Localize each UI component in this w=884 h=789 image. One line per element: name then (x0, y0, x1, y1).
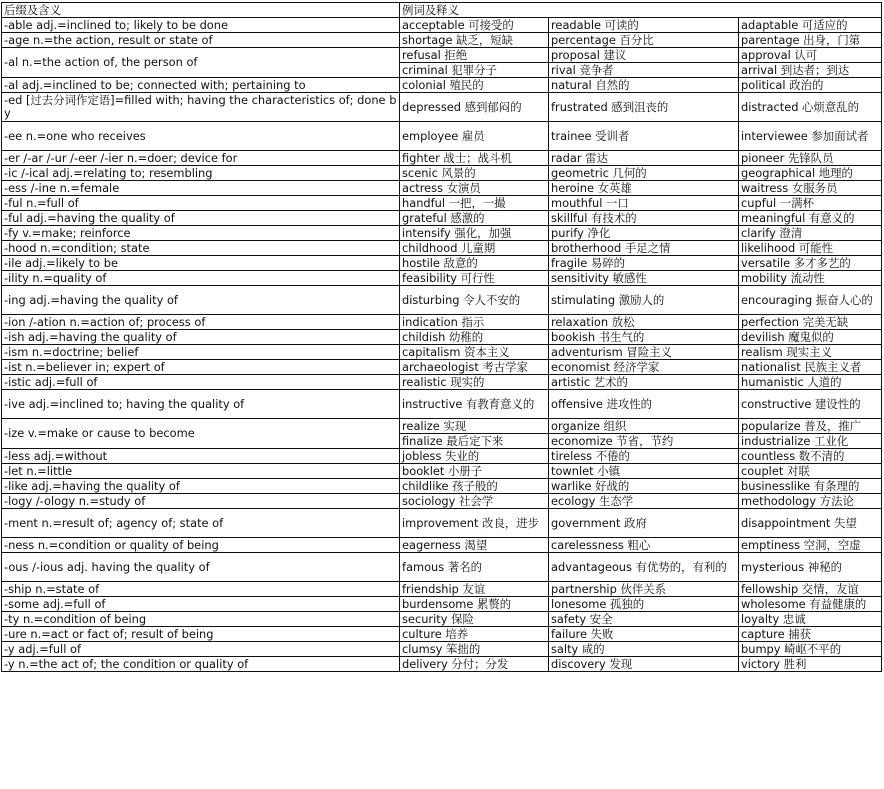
example-cell: fighter 战士；战斗机 (400, 151, 549, 166)
suffix-cell: -ee n.=one who receives (2, 122, 400, 151)
example-cell: realism 现实主义 (739, 345, 882, 360)
suffix-cell: -er /-ar /-ur /-eer /-ier n.=doer; device for (2, 151, 400, 166)
suffix-cell: -ive adj.=inclined to; having the quality of (2, 390, 400, 419)
table-row (2, 538, 882, 553)
example-cell: heroine 女英雄 (549, 181, 739, 196)
example-cell: improvement 改良，进步 (400, 509, 549, 538)
example-cell: salty 咸的 (549, 642, 739, 657)
example-cell: failure 失败 (549, 627, 739, 642)
example-cell: methodology 方法论 (739, 494, 882, 509)
example-cell: capture 捕获 (739, 627, 882, 642)
table-row (2, 642, 882, 657)
example-cell: finalize 最后定下来 (400, 434, 549, 449)
example-cell: natural 自然的 (549, 78, 739, 93)
suffix-cell: -ment n.=result of; agency of; state of (2, 509, 400, 538)
example-cell: fragile 易碎的 (549, 256, 739, 271)
example-cell: encouraging 振奋人心的 (739, 286, 882, 315)
example-cell: scenic 风景的 (400, 166, 549, 181)
suffix-cell: -ize v.=make or cause to become (2, 419, 400, 449)
example-cell: childish 幼稚的 (400, 330, 549, 345)
table-row (2, 181, 882, 196)
example-cell: purify 净化 (549, 226, 739, 241)
suffix-cell: -istic adj.=full of (2, 375, 400, 390)
example-cell: famous 著名的 (400, 553, 549, 582)
example-cell: arrival 到达者；到达 (739, 63, 882, 78)
table-row (2, 286, 882, 315)
example-cell: adventurism 冒险主义 (549, 345, 739, 360)
example-cell: mouthful 一口 (549, 196, 739, 211)
suffix-cell: -y n.=the act of; the condition or quality of (2, 657, 400, 672)
example-cell: lonesome 孤独的 (549, 597, 739, 612)
example-cell: organize 组织 (549, 419, 739, 434)
example-cell: economize 节省，节约 (549, 434, 739, 449)
example-cell: sensitivity 敏感性 (549, 271, 739, 286)
suffix-table (1, 2, 882, 672)
example-cell: interviewee 参加面试者 (739, 122, 882, 151)
example-cell: popularize 普及，推广 (739, 419, 882, 434)
table-row (2, 627, 882, 642)
suffix-cell: -ous /-ious adj. having the quality of (2, 553, 400, 582)
example-cell: wholesome 有益健康的 (739, 597, 882, 612)
example-cell: childhood 儿童期 (400, 241, 549, 256)
example-cell: stimulating 激励人的 (549, 286, 739, 315)
suffix-cell: -hood n.=condition; state (2, 241, 400, 256)
example-cell: distracted 心烦意乱的 (739, 93, 882, 122)
example-cell: rival 竞争者 (549, 63, 739, 78)
example-cell: grateful 感激的 (400, 211, 549, 226)
example-cell: townlet 小镇 (549, 464, 739, 479)
suffix-cell: -fy v.=make; reinforce (2, 226, 400, 241)
example-cell: culture 培养 (400, 627, 549, 642)
example-cell: geographical 地理的 (739, 166, 882, 181)
example-cell: loyalty 忠诚 (739, 612, 882, 627)
example-cell: delivery 分付；分发 (400, 657, 549, 672)
example-cell: disappointment 失望 (739, 509, 882, 538)
suffix-cell: -let n.=little (2, 464, 400, 479)
table-row (2, 494, 882, 509)
example-cell: radar 雷达 (549, 151, 739, 166)
example-cell: approval 认可 (739, 48, 882, 63)
suffix-cell: -ish adj.=having the quality of (2, 330, 400, 345)
example-cell: bumpy 崎岖不平的 (739, 642, 882, 657)
suffix-cell: -less adj.=without (2, 449, 400, 464)
table-row (2, 553, 882, 582)
example-cell: clumsy 笨拙的 (400, 642, 549, 657)
example-cell: jobless 失业的 (400, 449, 549, 464)
example-cell: indication 指示 (400, 315, 549, 330)
suffix-cell: -some adj.=full of (2, 597, 400, 612)
example-cell: constructive 建设性的 (739, 390, 882, 419)
table-row (2, 419, 882, 434)
example-cell: geometric 几何的 (549, 166, 739, 181)
suffix-cell: -ness n.=condition or quality of being (2, 538, 400, 553)
example-cell: devilish 魔鬼似的 (739, 330, 882, 345)
suffix-cell: -able adj.=inclined to; likely to be done (2, 18, 400, 33)
table-row (2, 449, 882, 464)
example-cell: tireless 不倦的 (549, 449, 739, 464)
example-cell: capitalism 资本主义 (400, 345, 549, 360)
example-cell: versatile 多才多艺的 (739, 256, 882, 271)
example-cell: refusal 拒绝 (400, 48, 549, 63)
example-cell: countless 数不清的 (739, 449, 882, 464)
suffix-cell: -al adj.=inclined to be; connected with; pertaining to (2, 78, 400, 93)
table-row (2, 612, 882, 627)
example-cell: mobility 流动性 (739, 271, 882, 286)
example-cell: clarify 澄清 (739, 226, 882, 241)
table-row (2, 390, 882, 419)
example-cell: carelessness 粗心 (549, 538, 739, 553)
example-cell: relaxation 放松 (549, 315, 739, 330)
table-row (2, 582, 882, 597)
table-row (2, 33, 882, 48)
table-row (2, 211, 882, 226)
example-cell: government 政府 (549, 509, 739, 538)
table-row (2, 479, 882, 494)
suffix-cell: -ic /-ical adj.=relating to; resembling (2, 166, 400, 181)
example-cell: archaeologist 考古学家 (400, 360, 549, 375)
example-cell: disturbing 令人不安的 (400, 286, 549, 315)
suffix-cell: -ion /-ation n.=action of; process of (2, 315, 400, 330)
example-cell: economist 经济学家 (549, 360, 739, 375)
suffix-cell: -ship n.=state of (2, 582, 400, 597)
example-cell: ecology 生态学 (549, 494, 739, 509)
suffix-cell: -ful n.=full of (2, 196, 400, 211)
table-row (2, 122, 882, 151)
suffix-cell: -ed [过去分词作定语]=filled with; having the characteristics of; done by (2, 93, 400, 122)
suffix-cell: -ing adj.=having the quality of (2, 286, 400, 315)
example-cell: colonial 殖民的 (400, 78, 549, 93)
example-cell: hostile 敌意的 (400, 256, 549, 271)
suffix-cell: -ful adj.=having the quality of (2, 211, 400, 226)
example-cell: pioneer 先锋队员 (739, 151, 882, 166)
example-cell: realize 实现 (400, 419, 549, 434)
example-cell: industrialize 工业化 (739, 434, 882, 449)
table-row (2, 241, 882, 256)
example-cell: couplet 对联 (739, 464, 882, 479)
example-cell: childlike 孩子般的 (400, 479, 549, 494)
example-cell: depressed 感到郁闷的 (400, 93, 549, 122)
suffix-cell: -ist n.=believer in; expert of (2, 360, 400, 375)
suffix-cell: -ure n.=act or fact of; result of being (2, 627, 400, 642)
table-row (2, 315, 882, 330)
suffix-cell: -al n.=the action of, the person of (2, 48, 400, 78)
example-cell: waitress 女服务员 (739, 181, 882, 196)
table-row (2, 597, 882, 612)
table-row (2, 271, 882, 286)
example-cell: artistic 艺术的 (549, 375, 739, 390)
header-examples: 例词及释义 (400, 3, 882, 18)
table-row (2, 93, 882, 122)
example-cell: meaningful 有意义的 (739, 211, 882, 226)
example-cell: handful 一把，一撮 (400, 196, 549, 211)
example-cell: skillful 有技术的 (549, 211, 739, 226)
table-row (2, 256, 882, 271)
example-cell: safety 安全 (549, 612, 739, 627)
example-cell: fellowship 交情，友谊 (739, 582, 882, 597)
header-row (2, 3, 882, 18)
example-cell: booklet 小册子 (400, 464, 549, 479)
table-row (2, 375, 882, 390)
example-cell: likelihood 可能性 (739, 241, 882, 256)
suffix-cell: -ty n.=condition of being (2, 612, 400, 627)
example-cell: shortage 缺乏，短缺 (400, 33, 549, 48)
example-cell: bookish 书生气的 (549, 330, 739, 345)
table-row (2, 509, 882, 538)
example-cell: burdensome 累赘的 (400, 597, 549, 612)
table-row (2, 78, 882, 93)
example-cell: brotherhood 手足之情 (549, 241, 739, 256)
example-cell: acceptable 可接受的 (400, 18, 549, 33)
example-cell: nationalist 民族主义者 (739, 360, 882, 375)
example-cell: perfection 完美无缺 (739, 315, 882, 330)
example-cell: criminal 犯罪分子 (400, 63, 549, 78)
example-cell: employee 雇员 (400, 122, 549, 151)
table-row (2, 226, 882, 241)
table-row (2, 196, 882, 211)
example-cell: instructive 有教育意义的 (400, 390, 549, 419)
example-cell: sociology 社会学 (400, 494, 549, 509)
table-row (2, 18, 882, 33)
example-cell: friendship 友谊 (400, 582, 549, 597)
example-cell: percentage 百分比 (549, 33, 739, 48)
example-cell: warlike 好战的 (549, 479, 739, 494)
example-cell: offensive 进攻性的 (549, 390, 739, 419)
suffix-cell: -ility n.=quality of (2, 271, 400, 286)
example-cell: advantageous 有优势的，有利的 (549, 553, 739, 582)
example-cell: trainee 受训者 (549, 122, 739, 151)
example-cell: adaptable 可适应的 (739, 18, 882, 33)
table-row (2, 657, 882, 672)
example-cell: discovery 发现 (549, 657, 739, 672)
example-cell: feasibility 可行性 (400, 271, 549, 286)
example-cell: eagerness 渴望 (400, 538, 549, 553)
table-row (2, 360, 882, 375)
suffix-cell: -like adj.=having the quality of (2, 479, 400, 494)
suffix-cell: -age n.=the action, result or state of (2, 33, 400, 48)
example-cell: parentage 出身，门第 (739, 33, 882, 48)
table-row (2, 464, 882, 479)
table-row (2, 48, 882, 63)
example-cell: victory 胜利 (739, 657, 882, 672)
example-cell: intensify 强化，加强 (400, 226, 549, 241)
example-cell: frustrated 感到沮丧的 (549, 93, 739, 122)
suffix-cell: -logy /-ology n.=study of (2, 494, 400, 509)
example-cell: readable 可读的 (549, 18, 739, 33)
table-row (2, 166, 882, 181)
example-cell: proposal 建议 (549, 48, 739, 63)
table-row (2, 330, 882, 345)
example-cell: security 保险 (400, 612, 549, 627)
example-cell: cupful 一满杯 (739, 196, 882, 211)
example-cell: mysterious 神秘的 (739, 553, 882, 582)
suffix-cell: -ile adj.=likely to be (2, 256, 400, 271)
example-cell: humanistic 人道的 (739, 375, 882, 390)
example-cell: actress 女演员 (400, 181, 549, 196)
suffix-cell: -ism n.=doctrine; belief (2, 345, 400, 360)
header-suffix: 后缀及含义 (2, 3, 400, 18)
table-row (2, 151, 882, 166)
example-cell: realistic 现实的 (400, 375, 549, 390)
example-cell: partnership 伙伴关系 (549, 582, 739, 597)
table-row (2, 345, 882, 360)
suffix-cell: -ess /-ine n.=female (2, 181, 400, 196)
example-cell: emptiness 空洞，空虚 (739, 538, 882, 553)
example-cell: political 政治的 (739, 78, 882, 93)
suffix-cell: -y adj.=full of (2, 642, 400, 657)
example-cell: businesslike 有条理的 (739, 479, 882, 494)
